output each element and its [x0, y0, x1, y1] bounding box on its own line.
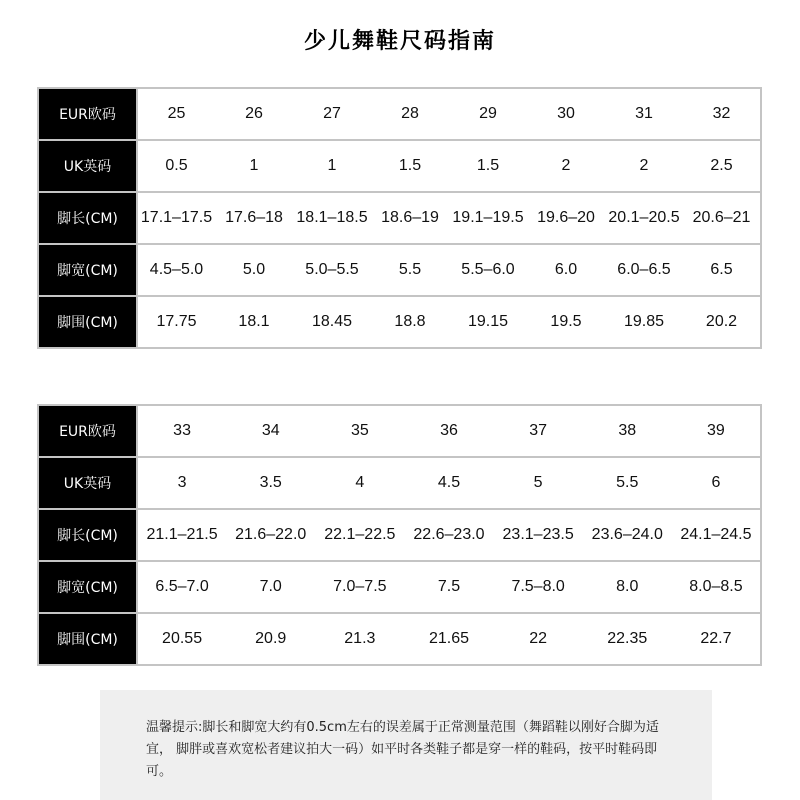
- page-title: 少儿舞鞋尺码指南: [303, 29, 496, 54]
- cell: 22.6–23.0: [404, 509, 493, 561]
- cell: 4: [315, 457, 404, 509]
- cell: 32: [683, 88, 761, 140]
- cell: 4.5–5.0: [137, 244, 215, 296]
- row-label-foot-girth: 脚围(CM): [38, 296, 137, 348]
- cell: 34: [226, 405, 315, 457]
- cell: 19.5: [527, 296, 605, 348]
- cell: 5.5–6.0: [449, 244, 527, 296]
- cell: 18.1–18.5: [293, 192, 371, 244]
- cell: 6.0: [527, 244, 605, 296]
- cell: 17.6–18: [215, 192, 293, 244]
- cell: 5.0: [215, 244, 293, 296]
- cell: 7.0–7.5: [315, 561, 404, 613]
- row-label-foot-girth: 脚围(CM): [38, 613, 137, 665]
- cell: 25: [137, 88, 215, 140]
- cell: 33: [137, 405, 226, 457]
- size-table-2: [37, 404, 762, 666]
- row-label-foot-length: 脚长(CM): [38, 192, 137, 244]
- cell: 24.1–24.5: [672, 509, 761, 561]
- cell: 17.1–17.5: [137, 192, 215, 244]
- table-row-eur: [38, 405, 761, 457]
- cell: 1: [293, 140, 371, 192]
- cell: 19.15: [449, 296, 527, 348]
- table-row-foot-length: [38, 509, 761, 561]
- cell: 4.5: [404, 457, 493, 509]
- row-label-eur: EUR欧码: [38, 405, 137, 457]
- cell: 21.65: [404, 613, 493, 665]
- cell: 22.1–22.5: [315, 509, 404, 561]
- cell: 19.6–20: [527, 192, 605, 244]
- cell: 21.6–22.0: [226, 509, 315, 561]
- cell: 2: [527, 140, 605, 192]
- table-row-foot-length: [38, 192, 761, 244]
- cell: 1.5: [449, 140, 527, 192]
- cell: 22.7: [672, 613, 761, 665]
- cell: 36: [404, 405, 493, 457]
- cell: 5.5: [583, 457, 672, 509]
- cell: 6.5: [683, 244, 761, 296]
- cell: 19.85: [605, 296, 683, 348]
- cell: 19.1–19.5: [449, 192, 527, 244]
- cell: 6.0–6.5: [605, 244, 683, 296]
- cell: 29: [449, 88, 527, 140]
- cell: 23.6–24.0: [583, 509, 672, 561]
- table-row-eur: [38, 88, 761, 140]
- cell: 38: [583, 405, 672, 457]
- cell: 20.9: [226, 613, 315, 665]
- cell: 1.5: [371, 140, 449, 192]
- cell: 22.35: [583, 613, 672, 665]
- cell: 2: [605, 140, 683, 192]
- cell: 6.5–7.0: [137, 561, 226, 613]
- cell: 23.1–23.5: [494, 509, 583, 561]
- cell: 39: [672, 405, 761, 457]
- cell: 21.3: [315, 613, 404, 665]
- size-table-1: [37, 87, 762, 349]
- table-row-uk: [38, 457, 761, 509]
- row-label-uk: UK英码: [38, 140, 137, 192]
- cell: 22: [494, 613, 583, 665]
- cell: 3.5: [226, 457, 315, 509]
- cell: 21.1–21.5: [137, 509, 226, 561]
- row-label-uk: UK英码: [38, 457, 137, 509]
- table-row-foot-width: [38, 244, 761, 296]
- cell: 20.6–21: [683, 192, 761, 244]
- table-row-foot-girth: [38, 296, 761, 348]
- row-label-foot-width: 脚宽(CM): [38, 244, 137, 296]
- cell: 20.55: [137, 613, 226, 665]
- cell: 31: [605, 88, 683, 140]
- table-row-foot-width: [38, 561, 761, 613]
- row-label-foot-length: 脚长(CM): [38, 509, 137, 561]
- table-row-foot-girth: [38, 613, 761, 665]
- cell: 20.1–20.5: [605, 192, 683, 244]
- cell: 30: [527, 88, 605, 140]
- cell: 5.5: [371, 244, 449, 296]
- cell: 26: [215, 88, 293, 140]
- cell: 35: [315, 405, 404, 457]
- cell: 8.0–8.5: [672, 561, 761, 613]
- cell: 7.5–8.0: [494, 561, 583, 613]
- cell: 37: [494, 405, 583, 457]
- cell: 7.0: [226, 561, 315, 613]
- notice-text: 温馨提示:脚长和脚宽大约有0.5cm左右的误差属于正常测量范围（舞蹈鞋以刚好合脚为适宜， 脚胖或喜欢宽松者建议拍大一码）如平时各类鞋子都是穿一样的鞋码，按平时鞋码即可。: [146, 720, 659, 779]
- row-label-foot-width: 脚宽(CM): [38, 561, 137, 613]
- cell: 18.8: [371, 296, 449, 348]
- cell: 6: [672, 457, 761, 509]
- row-label-eur: EUR欧码: [38, 88, 137, 140]
- cell: 20.2: [683, 296, 761, 348]
- notice-box: [100, 690, 712, 800]
- cell: 18.1: [215, 296, 293, 348]
- cell: 5: [494, 457, 583, 509]
- table-row-uk: [38, 140, 761, 192]
- cell: 3: [137, 457, 226, 509]
- cell: 28: [371, 88, 449, 140]
- cell: 18.6–19: [371, 192, 449, 244]
- cell: 1: [215, 140, 293, 192]
- cell: 5.0–5.5: [293, 244, 371, 296]
- cell: 7.5: [404, 561, 493, 613]
- cell: 18.45: [293, 296, 371, 348]
- cell: 8.0: [583, 561, 672, 613]
- cell: 0.5: [137, 140, 215, 192]
- cell: 27: [293, 88, 371, 140]
- cell: 17.75: [137, 296, 215, 348]
- cell: 2.5: [683, 140, 761, 192]
